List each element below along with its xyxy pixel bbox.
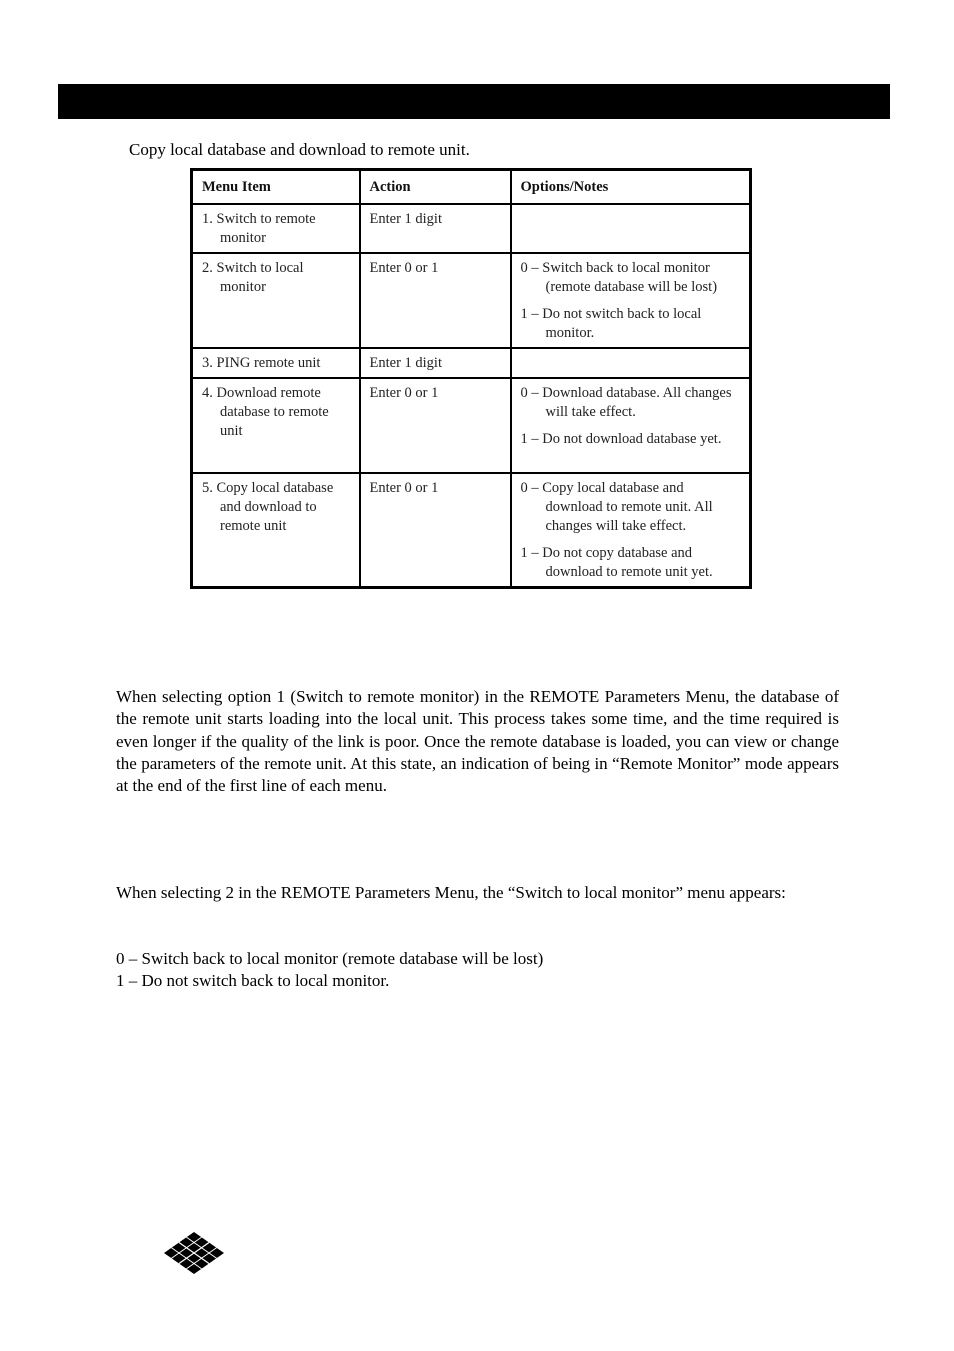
menu-item-text: 3. PING remote unit [202, 355, 321, 371]
notes-cell [511, 473, 751, 588]
option-0-line: 0 – Switch back to local monitor (remote database will be lost) [116, 949, 544, 968]
menu-item-text: 4. Download remote database to remote unit [202, 385, 329, 439]
notes-cell [511, 378, 751, 473]
header-menu-item: Menu Item [192, 170, 360, 205]
notes-cell [511, 253, 751, 348]
menu-item-cell [192, 253, 360, 348]
note-text: 1 – Do not switch back to local monitor. [520, 306, 702, 341]
diamond-logo-icon [164, 1232, 224, 1274]
note-text: 0 – Copy local database and download to remote unit. All changes will take effect. [520, 480, 713, 534]
menu-item-cell [192, 473, 360, 588]
note-text: 1 – Do not copy database and download to remote unit yet. [520, 545, 713, 580]
note-text: 1 – Do not download database yet. [520, 431, 722, 447]
table-row [192, 473, 751, 588]
table-row [192, 253, 751, 348]
table-row [192, 348, 751, 378]
action-cell: Enter 1 digit [360, 348, 511, 378]
paragraph-remote-monitor: When selecting option 1 (Switch to remote monitor) in the REMOTE Parameters Menu, the database of the remote unit starts loading into the local unit. This process takes some time, and the time required is even longer if the quality of the link is poor. Once the remote database is loaded, you can view or change the parameters of the remote unit. At this state, an indication of being in “Remote Monitor” mode appears at the end of the first line of each menu. [116, 687, 839, 796]
intro-text: Copy local database and download to remote unit. [129, 140, 470, 159]
menu-item-cell [192, 348, 360, 378]
menu-item-cell [192, 204, 360, 253]
option-1-line: 1 – Do not switch back to local monitor. [116, 971, 390, 990]
note-text: 0 – Switch back to local monitor (remote database will be lost) [520, 260, 718, 295]
note-text: 0 – Download database. All changes will take effect. [520, 385, 732, 420]
menu-item-text: 5. Copy local database and download to remote unit [202, 480, 334, 534]
menu-item-cell [192, 378, 360, 473]
table-row [192, 204, 751, 253]
notes-cell [511, 204, 751, 253]
menu-item-text: 1. Switch to remote monitor [202, 211, 316, 246]
table-row [192, 378, 751, 473]
header-options-notes: Options/Notes [511, 170, 751, 205]
menu-options-table [190, 168, 752, 589]
table-header-row [192, 170, 751, 205]
action-cell: Enter 0 or 1 [360, 473, 511, 588]
menu-item-text: 2. Switch to local monitor [202, 260, 304, 295]
action-cell: Enter 1 digit [360, 204, 511, 253]
header-bar [58, 84, 890, 119]
paragraph-local-monitor: When selecting 2 in the REMOTE Parameters Menu, the “Switch to local monitor” menu appears: [116, 883, 786, 902]
notes-cell [511, 348, 751, 378]
company-logo-icon [164, 1232, 224, 1279]
header-action: Action [360, 170, 511, 205]
action-cell: Enter 0 or 1 [360, 378, 511, 473]
action-cell: Enter 0 or 1 [360, 253, 511, 348]
